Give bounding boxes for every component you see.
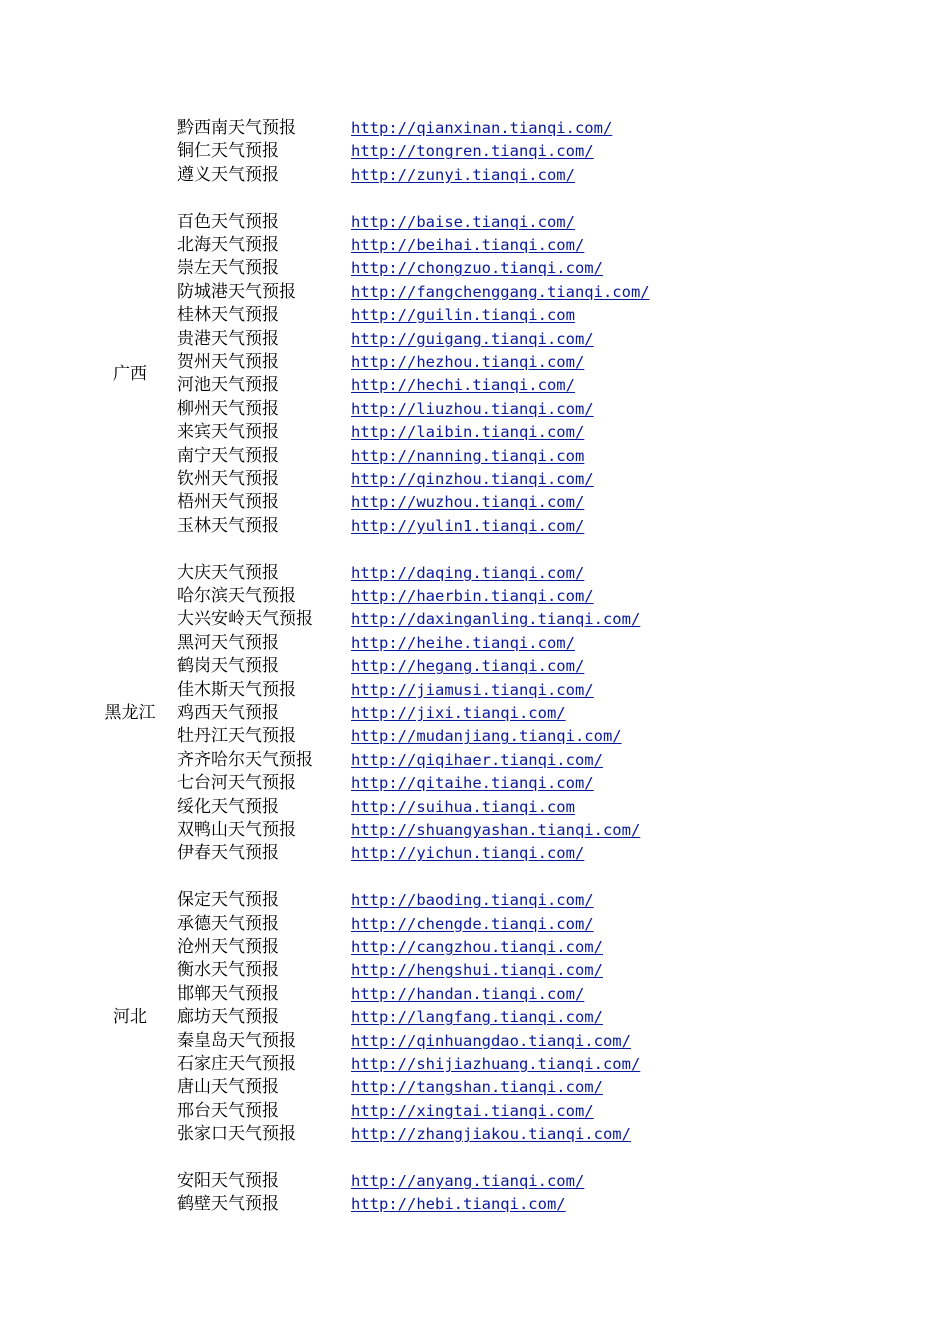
weather-link[interactable]: http://guigang.tianqi.com/	[351, 329, 594, 348]
city-name: 黑河天气预报	[177, 632, 279, 653]
list-item	[0, 655, 950, 678]
list-item	[0, 1123, 950, 1146]
list-item	[0, 632, 950, 655]
list-item	[0, 491, 950, 514]
list-item	[0, 1053, 950, 1076]
city-name: 衡水天气预报	[177, 960, 279, 981]
weather-link[interactable]: http://qinzhou.tianqi.com/	[351, 470, 594, 488]
city-name: 大兴安岭天气预报	[177, 609, 313, 630]
weather-link[interactable]: http://hechi.tianqi.com/	[351, 376, 575, 395]
weather-link[interactable]: http://yulin1.tianqi.com/	[351, 516, 585, 535]
city-name: 河池天气预报	[177, 375, 279, 396]
weather-link[interactable]: http://langfang.tianqi.com/	[351, 1008, 603, 1027]
list-item	[0, 959, 950, 982]
list-item	[0, 281, 950, 304]
weather-link[interactable]: http://jiamusi.tianqi.com/	[351, 680, 594, 699]
weather-link[interactable]: http://liuzhou.tianqi.com/	[351, 399, 594, 418]
city-name: 邯郸天气预报	[177, 983, 279, 1004]
weather-link[interactable]: http://fangchenggang.tianqi.com/	[351, 282, 650, 301]
city-name: 唐山天气预报	[177, 1077, 279, 1098]
weather-link[interactable]: http://mudanjiang.tianqi.com/	[351, 727, 622, 746]
weather-link[interactable]: http://heihe.tianqi.com/	[351, 633, 575, 652]
city-name: 张家口天气预报	[177, 1124, 296, 1145]
city-name: 崇左天气预报	[177, 258, 279, 279]
city-name: 安阳天气预报	[177, 1171, 279, 1191]
list-item	[0, 1100, 950, 1123]
city-name: 鸡西天气预报	[177, 703, 279, 723]
weather-link[interactable]: http://daqing.tianqi.com/	[351, 563, 585, 582]
weather-link[interactable]: http://qinhuangdao.tianqi.com/	[351, 1031, 631, 1050]
weather-link[interactable]: http://wuzhou.tianqi.com/	[351, 493, 585, 512]
province-label: 河北	[113, 1007, 147, 1028]
list-item	[0, 772, 950, 795]
list-item	[0, 913, 950, 936]
city-name: 梧州天气预报	[177, 492, 279, 513]
city-name: 双鸭山天气预报	[177, 820, 296, 840]
weather-link[interactable]: http://tongren.tianqi.com/	[351, 142, 594, 161]
city-name: 齐齐哈尔天气预报	[177, 749, 313, 770]
weather-link[interactable]: http://xingtai.tianqi.com/	[351, 1101, 594, 1120]
weather-link[interactable]: http://qiqihaer.tianqi.com/	[351, 750, 603, 769]
weather-link[interactable]: http://guilin.tianqi.com	[351, 306, 575, 325]
weather-link[interactable]: http://chongzuo.tianqi.com/	[351, 259, 603, 278]
city-name: 来宾天气预报	[177, 422, 279, 443]
list-item	[0, 1076, 950, 1099]
list-item	[0, 164, 950, 187]
province-label: 黑龙江	[104, 703, 156, 723]
city-name: 贺州天气预报	[177, 352, 279, 372]
list-item	[0, 725, 950, 748]
list-item	[0, 515, 950, 538]
weather-link[interactable]: http://hebi.tianqi.com/	[351, 1195, 566, 1214]
city-name: 保定天气预报	[177, 890, 279, 911]
city-name: 绥化天气预报	[177, 796, 279, 817]
list-item	[0, 421, 950, 444]
weather-link[interactable]: http://hengshui.tianqi.com/	[351, 961, 603, 980]
province-label: 广西	[113, 363, 147, 384]
city-name: 防城港天气预报	[177, 281, 296, 302]
weather-link[interactable]: http://hezhou.tianqi.com/	[351, 353, 585, 371]
weather-link[interactable]: http://handan.tianqi.com/	[351, 984, 585, 1003]
list-item	[0, 983, 950, 1006]
weather-link[interactable]: http://daxinganling.tianqi.com/	[351, 610, 641, 629]
city-name: 邢台天气预报	[177, 1100, 279, 1121]
city-name: 牡丹江天气预报	[177, 726, 296, 747]
list-item	[0, 749, 950, 772]
list-item	[0, 819, 950, 842]
weather-link[interactable]: http://baise.tianqi.com/	[351, 212, 575, 231]
list-item	[0, 117, 950, 140]
list-item	[0, 398, 950, 421]
city-name: 佳木斯天气预报	[177, 679, 296, 700]
weather-link[interactable]: http://qianxinan.tianqi.com/	[351, 119, 613, 137]
city-name: 贵港天气预报	[177, 328, 279, 349]
list-item	[0, 679, 950, 702]
city-name: 鹤壁天气预报	[177, 1194, 279, 1215]
weather-link[interactable]: http://chengde.tianqi.com/	[351, 914, 594, 933]
weather-link[interactable]: http://zhangjiakou.tianqi.com/	[351, 1125, 631, 1144]
city-name: 沧州天气预报	[177, 937, 279, 957]
list-item	[0, 796, 950, 819]
list-item	[0, 842, 950, 865]
list-item	[0, 585, 950, 608]
weather-link[interactable]: http://shuangyashan.tianqi.com/	[351, 821, 641, 839]
city-name: 伊春天气预报	[177, 843, 279, 864]
city-name: 大庆天气预报	[177, 562, 279, 583]
weather-link[interactable]: http://tangshan.tianqi.com/	[351, 1078, 603, 1097]
list-item	[0, 889, 950, 912]
city-name: 百色天气预报	[177, 211, 279, 232]
city-name: 秦皇岛天气预报	[177, 1030, 296, 1051]
weather-link[interactable]: http://nanning.tianqi.com	[351, 446, 585, 465]
city-name: 铜仁天气预报	[177, 141, 279, 162]
list-item	[0, 1193, 950, 1216]
city-name: 遵义天气预报	[177, 164, 279, 185]
weather-link[interactable]: http://beihai.tianqi.com/	[351, 236, 585, 254]
weather-link[interactable]: http://qitaihe.tianqi.com/	[351, 774, 594, 793]
city-name: 七台河天气预报	[177, 773, 296, 794]
list-item	[0, 608, 950, 631]
weather-link[interactable]: http://hegang.tianqi.com/	[351, 657, 585, 676]
weather-link[interactable]: http://baoding.tianqi.com/	[351, 891, 594, 910]
list-item	[0, 1030, 950, 1053]
city-name: 桂林天气预报	[177, 305, 279, 326]
list-item	[0, 257, 950, 280]
city-name: 玉林天气预报	[177, 515, 279, 536]
list-item	[0, 562, 950, 585]
weather-link[interactable]: http://yichun.tianqi.com/	[351, 844, 585, 863]
list-item	[0, 304, 950, 327]
city-name: 承德天气预报	[177, 913, 279, 934]
city-name: 钦州天气预报	[177, 469, 279, 489]
weather-link[interactable]: http://laibin.tianqi.com/	[351, 423, 585, 442]
weather-link[interactable]: http://suihua.tianqi.com	[351, 797, 575, 816]
city-name: 廊坊天气预报	[177, 1007, 279, 1028]
list-item	[0, 1170, 950, 1193]
list-item	[0, 211, 950, 234]
list-item	[0, 234, 950, 257]
city-name: 南宁天气预报	[177, 445, 279, 466]
weather-link[interactable]: http://jixi.tianqi.com/	[351, 704, 566, 722]
weather-link[interactable]: http://anyang.tianqi.com/	[351, 1172, 585, 1190]
list-item	[0, 140, 950, 163]
weather-link[interactable]: http://zunyi.tianqi.com/	[351, 165, 575, 184]
list-item	[0, 468, 950, 491]
list-item	[0, 445, 950, 468]
weather-link[interactable]: http://haerbin.tianqi.com/	[351, 587, 594, 605]
weather-link[interactable]: http://shijiazhuang.tianqi.com/	[351, 1055, 641, 1073]
city-name: 鹤岗天气预报	[177, 656, 279, 677]
city-name: 哈尔滨天气预报	[177, 586, 296, 606]
city-name: 柳州天气预报	[177, 398, 279, 419]
city-name: 北海天气预报	[177, 235, 279, 255]
city-name: 黔西南天气预报	[177, 118, 296, 138]
city-name: 石家庄天气预报	[177, 1054, 296, 1074]
list-item	[0, 328, 950, 351]
weather-link[interactable]: http://cangzhou.tianqi.com/	[351, 938, 603, 956]
list-item	[0, 936, 950, 959]
